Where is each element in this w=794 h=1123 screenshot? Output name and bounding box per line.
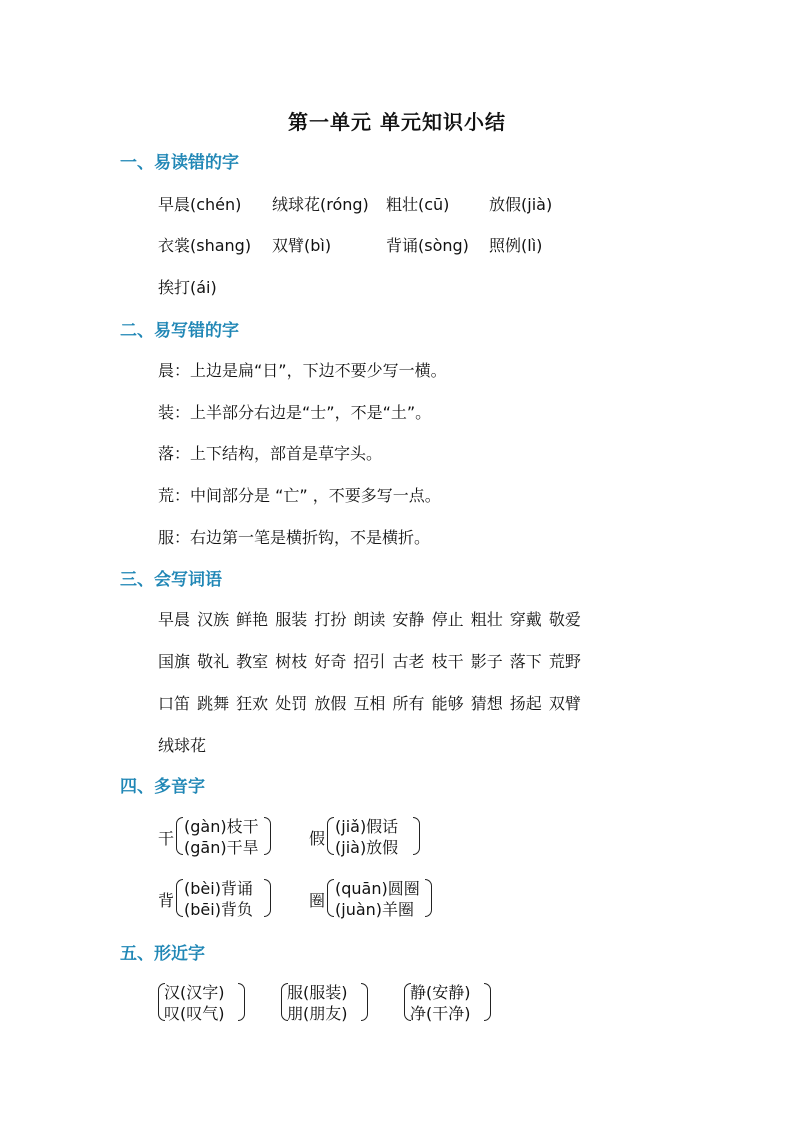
polyphone-char: 假 [309,829,326,848]
page-title: 第一单元 单元知识小结 [288,110,506,134]
similar-char-lower: 净(干净) [410,1004,471,1023]
reading-upper: (quān)圆圈 [335,879,420,898]
section-heading-1: 一、易读错的字 [120,153,239,173]
polyphone-char: 干 [158,829,175,848]
left-brace [176,879,183,917]
reading-lower: (jià)放假 [335,838,399,857]
polyphone-group [158,876,278,920]
polyphone-group [309,814,429,858]
reading-item: 绒球花(róng) [272,195,369,214]
reading-lower: (juàn)羊圈 [335,900,415,919]
reading-item: 照例(lì) [489,236,543,255]
section-heading-2: 二、易写错的字 [120,321,239,341]
word-row: 口笛 跳舞 狂欢 处罚 放假 互相 所有 能够 猜想 扬起 双臂 [158,694,581,713]
reading-lower: (gān)干旱 [184,838,259,857]
writing-note: 晨：上边是扁“日”，下边不要少写一横。 [158,361,447,380]
word-row: 早晨 汉族 鲜艳 服装 打扮 朗读 安静 停止 粗壮 穿戴 敬爱 [158,610,581,629]
right-brace [425,879,432,917]
polyphone-char: 背 [158,891,175,910]
right-brace [413,817,420,855]
reading-item: 背诵(sòng) [386,236,469,255]
right-brace [264,817,271,855]
reading-upper: (jiǎ)假话 [335,817,399,836]
writing-note: 装：上半部分右边是“士”，不是“土”。 [158,403,432,422]
similar-char-upper: 汉(汉字) [164,983,225,1002]
right-brace [238,983,245,1021]
left-brace [176,817,183,855]
section-heading-4: 四、多音字 [120,777,205,797]
similar-char-group [158,980,248,1024]
reading-item: 挨打(ái) [158,278,217,297]
similar-char-group [404,980,494,1024]
right-brace [484,983,491,1021]
reading-item: 衣裳(shang) [158,236,252,255]
similar-char-lower: 朋(朋友) [287,1004,348,1023]
section-heading-5: 五、形近字 [120,944,205,964]
polyphone-group [309,876,439,920]
right-brace [361,983,368,1021]
reading-item: 双臂(bì) [272,236,332,255]
writing-note: 落：上下结构，部首是草字头。 [158,444,383,463]
reading-lower: (bēi)背负 [184,900,253,919]
similar-char-upper: 服(服装) [287,983,348,1002]
reading-upper: (bèi)背诵 [184,879,253,898]
section-heading-3: 三、会写词语 [120,570,222,590]
reading-item: 粗壮(cū) [386,195,450,214]
similar-char-upper: 静(安静) [410,983,471,1002]
writing-note: 服：右边第一笔是横折钩，不是横折。 [158,528,431,547]
polyphone-char: 圈 [309,891,326,910]
polyphone-group [158,814,278,858]
reading-item: 早晨(chén) [158,195,242,214]
similar-char-lower: 叹(叹气) [164,1004,225,1023]
writing-note: 荒：中间部分是 “亡” ，不要多写一点。 [158,486,441,505]
reading-upper: (gàn)枝干 [184,817,259,836]
left-brace [327,817,334,855]
left-brace [327,879,334,917]
similar-char-group [281,980,371,1024]
right-brace [264,879,271,917]
word-row: 国旗 敬礼 教室 树枝 好奇 招引 古老 枝干 影子 落下 荒野 [158,652,581,671]
reading-item: 放假(jià) [489,195,553,214]
word-row: 绒球花 [158,736,207,755]
